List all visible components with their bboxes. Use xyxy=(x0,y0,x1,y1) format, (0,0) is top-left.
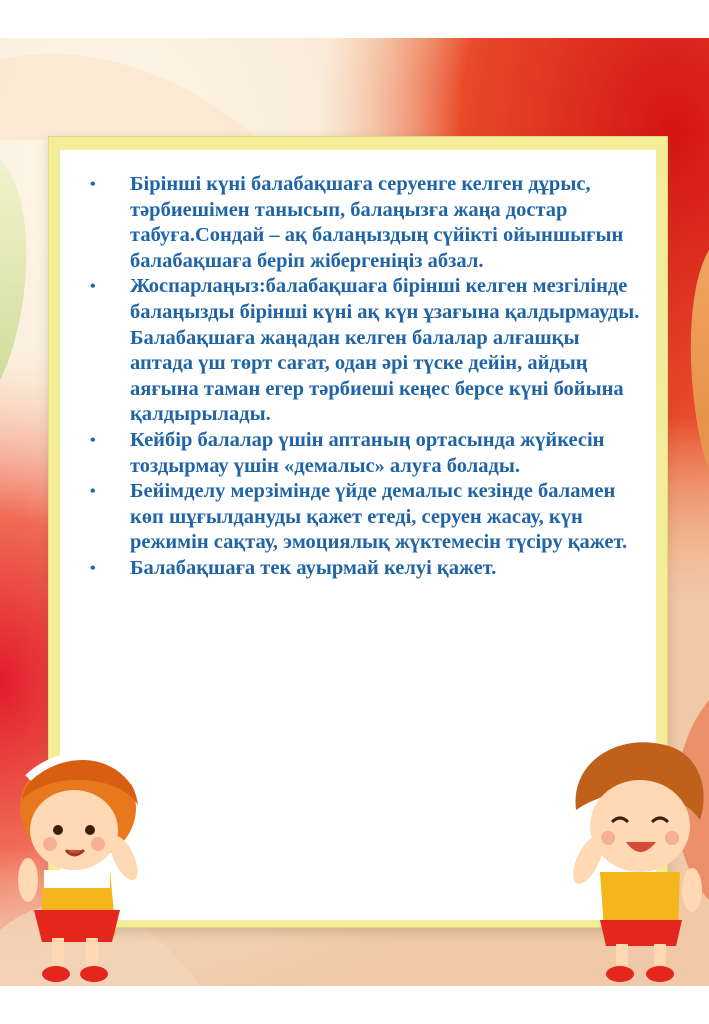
list-item-text: Бірінші күні балабақшаға серуенге келген дұрыс, тәрбиешімен танысып, балаңызға жаңа достар табуға.Сондай – ақ балаңыздың сүйікті ойыншығын балабақшаға беріп жібергеніңіз абзал. xyxy=(130,173,624,272)
bullet-icon: • xyxy=(90,176,96,193)
list-item xyxy=(90,172,640,274)
bullet-icon: • xyxy=(90,559,96,577)
list-item-text: Жоспарлаңыз:балабақшаға бірінші келген мезгілінде балаңызды бірінші күні ақ күн ұзағына қалдырмауды. Балабақшаға жаңадан келген балалар алғашқы аптада үш төрт сағат, одан әрі түске дейін, айдың аяғына таман егер тәрбиеші кеңес берсе күні бойына қалдырылады. xyxy=(130,275,640,426)
list-item xyxy=(90,428,640,479)
advice-list xyxy=(90,172,640,582)
boy-cartoon-icon xyxy=(560,730,709,986)
list-item-text: Балабақшаға тек ауырмай келуі қажет. xyxy=(130,556,497,579)
info-content xyxy=(90,172,640,582)
bullet-icon: • xyxy=(90,278,96,296)
bullet-icon: • xyxy=(90,483,96,501)
list-item xyxy=(90,556,640,582)
bullet-icon: • xyxy=(90,431,96,449)
list-item-text: Кейбір балалар үшін аптаның ортасында жүйкесін тоздырмау үшін «демалыс» алуға болады. xyxy=(130,428,605,477)
list-item-text: Бейімделу мерзімінде үйде демалыс кезінде баламен көп шұғылдануды қажет етеді, серуен жасау, күн режимін сақтау, эмоциялық жүктемесін түсіру қажет. xyxy=(130,480,628,554)
girl-cartoon-icon xyxy=(0,730,160,986)
list-item xyxy=(90,274,640,428)
list-item xyxy=(90,479,640,556)
